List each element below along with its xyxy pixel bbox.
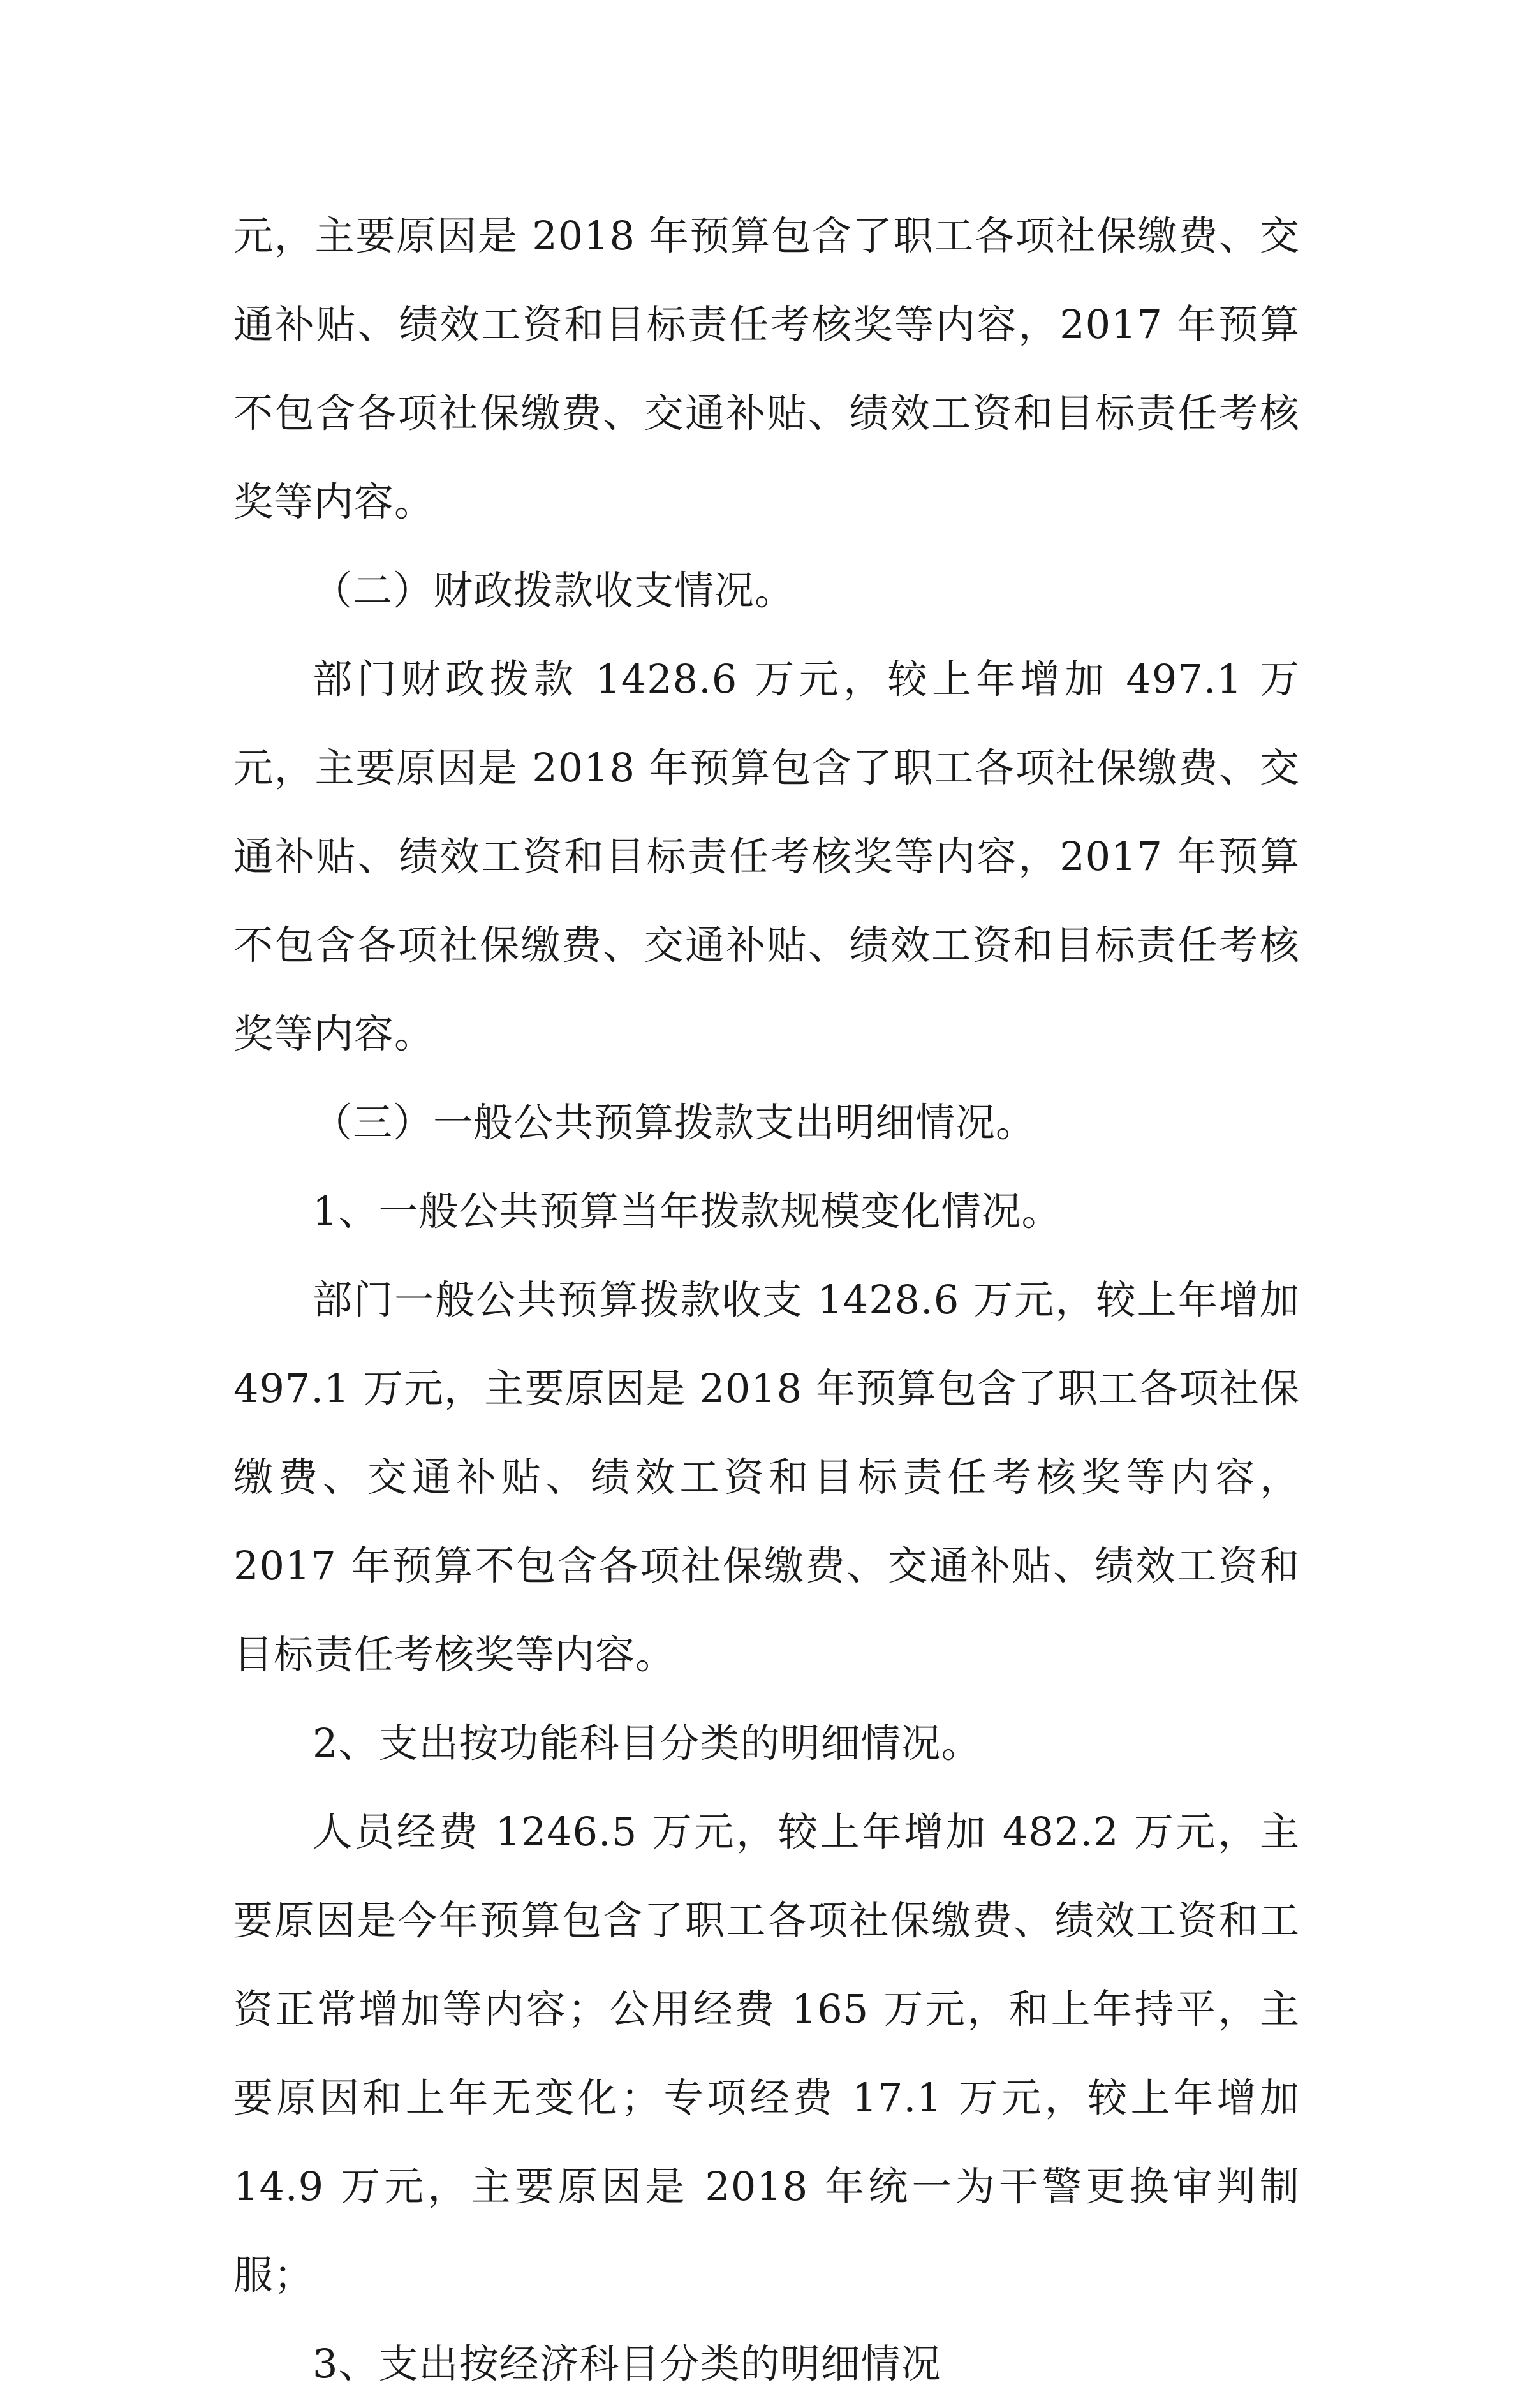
paragraph-fiscal-appropriation: 部门财政拨款 1428.6 万元，较上年增加 497.1 万元，主要原因是 2018 年预算包含了职工各项社保缴费、交通补贴、绩效工资和目标责任考核奖等内容，2017 年预算不包含各项社保缴费、交通补贴、绩效工资和目标责任考核奖等内容。 — [233, 656, 1300, 1057]
heading-fiscal-appropriation: （二）财政拨款收支情况。 — [313, 567, 795, 614]
document-body — [233, 191, 1300, 2408]
paragraph-functional-classification: 人员经费 1246.5 万元，较上年增加 482.2 万元，主要原因是今年预算包含了职工各项社保缴费、绩效工资和工资正常增加等内容；公用经费 165 万元，和上年持平，主要原因和上年无变化；专项经费 17.1 万元，较上年增加 14.9 万元，主要原因是 2018 年统一为干警更换审判制服； — [233, 1808, 1300, 2298]
paragraph-budget-reason-continued: 元，主要原因是 2018 年预算包含了职工各项社保缴费、交通补贴、绩效工资和目标责任考核奖等内容，2017 年预算不包含各项社保缴费、交通补贴、绩效工资和目标责任考核奖等内容。 — [233, 212, 1300, 525]
subheading-functional-classification: 2、支出按功能科目分类的明细情况。 — [313, 1720, 982, 1766]
subheading-appropriation-scale: 1、一般公共预算当年拨款规模变化情况。 — [313, 1188, 1062, 1234]
paragraph-appropriation-scale: 部门一般公共预算拨款收支 1428.6 万元，较上年增加 497.1 万元，主要原因是 2018 年预算包含了职工各项社保缴费、交通补贴、绩效工资和目标责任考核奖等内容，2017 年预算不包含各项社保缴费、交通补贴、绩效工资和目标责任考核奖等内容。 — [233, 1276, 1300, 1678]
heading-general-public-budget-detail: （三）一般公共预算拨款支出明细情况。 — [313, 1099, 1036, 1146]
subheading-economic-classification: 3、支出按经济科目分类的明细情况 — [313, 2340, 941, 2387]
